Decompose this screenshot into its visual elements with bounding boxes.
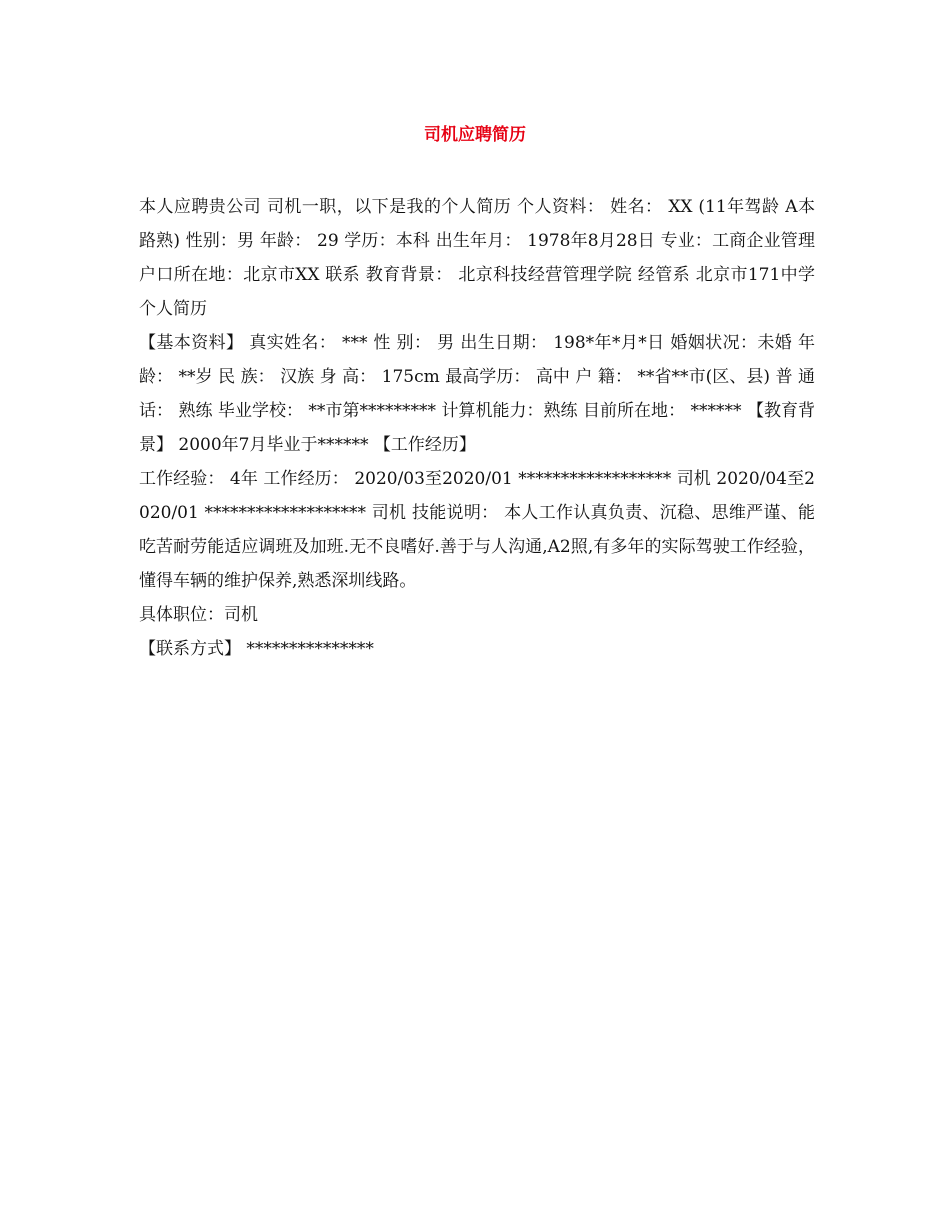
document-body [139, 190, 815, 666]
paragraph-position: 具体职位：司机 [139, 605, 258, 625]
paragraph-basic-info: 【基本资料】 真实姓名： *** 性 别： 男 出生日期： 198*年*月*日 婚姻状况：未婚 年 龄： **岁 民 族： 汉族 身 高： 175cm 最高学历： 高中 户 籍： **省**市(区、县) 普 通 话： 熟练 毕业学校： **市第********* 计算机能力：熟练 目前所在地： ****** 【教育背景】 2000年7月毕业于****** 【工作经历】 [139, 333, 815, 455]
paragraph-personal-info: 本人应聘贵公司 司机一职，以下是我的个人简历 个人资料： 姓名： XX (11年驾龄 A本 路熟) 性别：男 年龄： 29 学历：本科 出生年月： 1978年8月28日 专业：工商企业管理 户口所在地：北京市XX 联系 教育背景： 北京科技经营管理学院 经管系 北京市171中学 个人简历 [139, 197, 815, 319]
paragraph-contact: 【联系方式】 *************** [139, 639, 374, 659]
document-title: 司机应聘简历 [424, 125, 526, 145]
paragraph-work-experience: 工作经验： 4年 工作经历： 2020/03至2020/01 ****************** 司机 2020/04至2020/01 ******************* 司机 技能说明： 本人工作认真负责、沉稳、思维严谨、能吃苦耐劳能适应调班及加班.无不良嗜好.善于与人沟通,A2照,有多年的实际驾驶工作经验，懂得车辆的维护保养,熟悉深圳线路。 [139, 469, 815, 591]
